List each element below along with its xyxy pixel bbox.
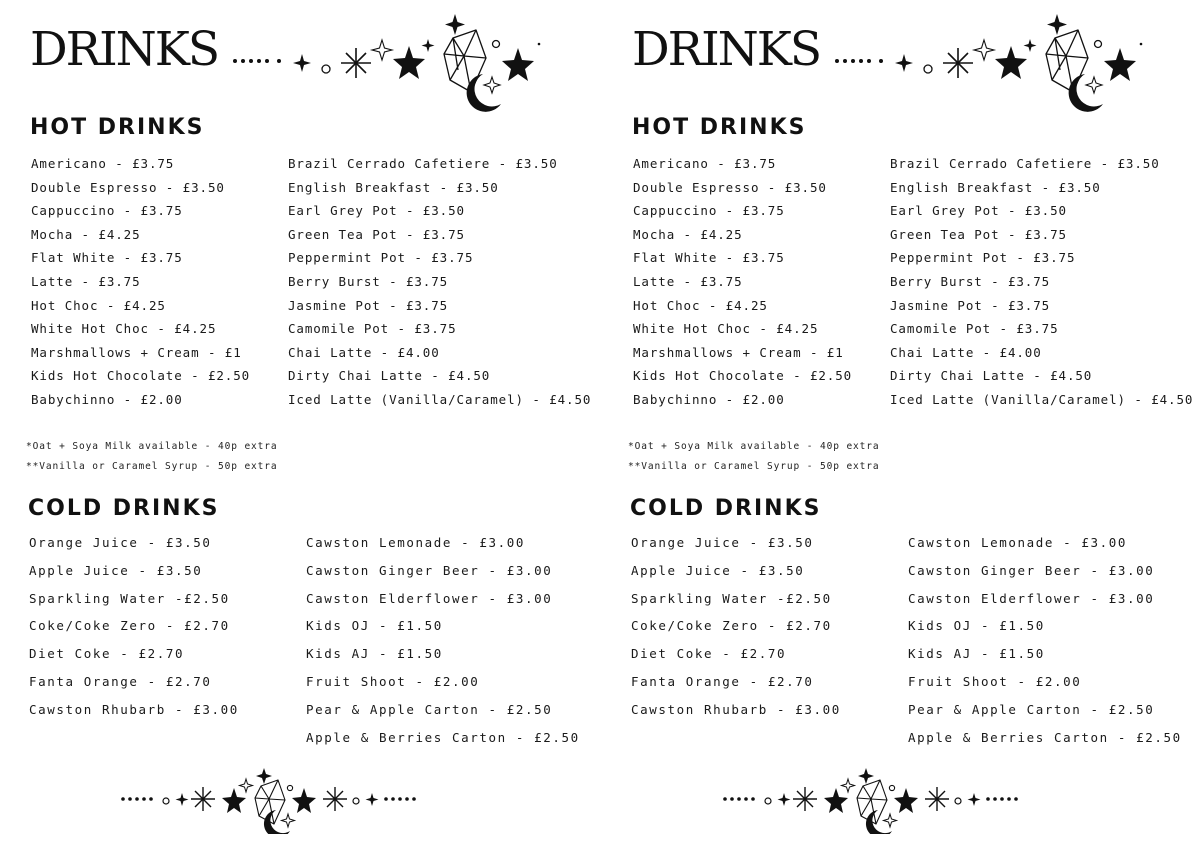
cold-drinks-list-right xyxy=(306,529,580,751)
menu-item: White Hot Choc - £4.25 xyxy=(31,321,217,337)
menu-page-right xyxy=(602,0,1200,848)
menu-item: Jasmine Pot - £3.75 xyxy=(890,297,1051,313)
menu-item: Latte - £3.75 xyxy=(633,273,743,289)
menu-item: Diet Coke - £2.70 xyxy=(29,646,185,662)
menu-item: Camomile Pot - £3.75 xyxy=(890,321,1059,337)
menu-item: Fruit Shoot - £2.00 xyxy=(908,673,1082,689)
footnotes xyxy=(628,437,880,477)
menu-item: Coke/Coke Zero - £2.70 xyxy=(29,618,230,634)
footnote-syrup: **Vanilla or Caramel Syrup - 50p extra xyxy=(26,461,278,472)
menu-item: Double Espresso - £3.50 xyxy=(31,179,225,195)
cold-drinks-list-right xyxy=(908,529,1182,751)
menu-item: Brazil Cerrado Cafetiere - £3.50 xyxy=(890,156,1160,171)
menu-item: Orange Juice - £3.50 xyxy=(631,535,814,550)
menu-item: Cawston Ginger Beer - £3.00 xyxy=(908,562,1155,578)
menu-item: Flat White - £3.75 xyxy=(31,250,183,266)
menu-item: Apple & Berries Carton - £2.50 xyxy=(306,729,580,745)
menu-item: Orange Juice - £3.50 xyxy=(29,535,212,550)
menu-item: Kids AJ - £1.50 xyxy=(908,646,1045,662)
menu-item: Peppermint Pot - £3.75 xyxy=(288,250,474,266)
menu-item: Berry Burst - £3.75 xyxy=(288,273,449,289)
menu-item: Cawston Elderflower - £3.00 xyxy=(306,590,553,606)
menu-item: Cappuccino - £3.75 xyxy=(633,203,785,219)
menu-item: Mocha - £4.25 xyxy=(31,226,141,242)
menu-item: Sparkling Water -£2.50 xyxy=(631,590,832,606)
menu-item: Kids OJ - £1.50 xyxy=(908,618,1045,634)
hot-drinks-list-right xyxy=(288,152,591,412)
menu-item: Apple & Berries Carton - £2.50 xyxy=(908,729,1182,745)
menu-item: Dirty Chai Latte - £4.50 xyxy=(288,368,491,384)
hot-drinks-heading: HOT DRINKS xyxy=(30,115,205,140)
menu-item: Flat White - £3.75 xyxy=(633,250,785,266)
menu-item: Cawston Rhubarb - £3.00 xyxy=(631,701,841,717)
menu-item: Brazil Cerrado Cafetiere - £3.50 xyxy=(288,156,558,171)
menu-item: Diet Coke - £2.70 xyxy=(631,646,787,662)
menu-item: Americano - £3.75 xyxy=(633,156,777,171)
hot-drinks-heading: HOT DRINKS xyxy=(632,115,807,140)
page-title: DRINKS xyxy=(30,22,219,77)
menu-item: Green Tea Pot - £3.75 xyxy=(288,226,465,242)
menu-item: Marshmallows + Cream - £1 xyxy=(31,344,242,360)
menu-item: Sparkling Water -£2.50 xyxy=(29,590,230,606)
menu-item: Cappuccino - £3.75 xyxy=(31,203,183,219)
menu-item: Hot Choc - £4.25 xyxy=(31,297,166,313)
menu-item: Kids Hot Chocolate - £2.50 xyxy=(31,368,251,384)
menu-item: Mocha - £4.25 xyxy=(633,226,743,242)
menu-item: Iced Latte (Vanilla/Caramel) - £4.50 xyxy=(890,391,1194,407)
menu-item: Cawston Lemonade - £3.00 xyxy=(306,535,526,550)
menu-item: Fanta Orange - £2.70 xyxy=(631,673,814,689)
menu-item: Babychinno - £2.00 xyxy=(31,391,183,407)
menu-item: Fruit Shoot - £2.00 xyxy=(306,673,480,689)
cold-drinks-list-left xyxy=(631,529,841,724)
menu-item: Cawston Elderflower - £3.00 xyxy=(908,590,1155,606)
footnote-milk: *Oat + Soya Milk available - 40p extra xyxy=(26,441,278,452)
menu-item: Marshmallows + Cream - £1 xyxy=(633,344,844,360)
hot-drinks-list-right xyxy=(890,152,1193,412)
menu-item: Earl Grey Pot - £3.50 xyxy=(288,203,465,219)
menu-item: Pear & Apple Carton - £2.50 xyxy=(908,701,1155,717)
menu-item: Apple Juice - £3.50 xyxy=(631,562,805,578)
menu-item: Fanta Orange - £2.70 xyxy=(29,673,212,689)
menu-item: Iced Latte (Vanilla/Caramel) - £4.50 xyxy=(288,391,592,407)
menu-item: Kids OJ - £1.50 xyxy=(306,618,443,634)
menu-item: Peppermint Pot - £3.75 xyxy=(890,250,1076,266)
menu-item: Green Tea Pot - £3.75 xyxy=(890,226,1067,242)
menu-item: Americano - £3.75 xyxy=(31,156,175,171)
celestial-crystal-ornament-icon xyxy=(830,8,1150,112)
menu-item: Chai Latte - £4.00 xyxy=(288,344,440,360)
cold-drinks-heading: COLD DRINKS xyxy=(630,496,822,521)
menu-item: Kids AJ - £1.50 xyxy=(306,646,443,662)
cold-drinks-list-left xyxy=(29,529,239,724)
menu-item: Earl Grey Pot - £3.50 xyxy=(890,203,1067,219)
hot-drinks-list-left xyxy=(31,152,250,412)
menu-item: White Hot Choc - £4.25 xyxy=(633,321,819,337)
menu-item: Coke/Coke Zero - £2.70 xyxy=(631,618,832,634)
page-title: DRINKS xyxy=(632,22,821,77)
menu-item: Latte - £3.75 xyxy=(31,273,141,289)
menu-item: Jasmine Pot - £3.75 xyxy=(288,297,449,313)
menu-item: English Breakfast - £3.50 xyxy=(890,179,1101,195)
menu-item: Cawston Ginger Beer - £3.00 xyxy=(306,562,553,578)
menu-item: English Breakfast - £3.50 xyxy=(288,179,499,195)
menu-item: Pear & Apple Carton - £2.50 xyxy=(306,701,553,717)
menu-item: Apple Juice - £3.50 xyxy=(29,562,203,578)
menu-item: Cawston Lemonade - £3.00 xyxy=(908,535,1128,550)
hot-drinks-list-left xyxy=(633,152,852,412)
menu-item: Hot Choc - £4.25 xyxy=(633,297,768,313)
menu-item: Berry Burst - £3.75 xyxy=(890,273,1051,289)
menu-item: Dirty Chai Latte - £4.50 xyxy=(890,368,1093,384)
cold-drinks-heading: COLD DRINKS xyxy=(28,496,220,521)
menu-item: Chai Latte - £4.00 xyxy=(890,344,1042,360)
menu-item: Kids Hot Chocolate - £2.50 xyxy=(633,368,853,384)
footnotes xyxy=(26,437,278,477)
footnote-syrup: **Vanilla or Caramel Syrup - 50p extra xyxy=(628,461,880,472)
footnote-milk: *Oat + Soya Milk available - 40p extra xyxy=(628,441,880,452)
celestial-crystal-ornament-icon xyxy=(228,8,548,112)
celestial-divider-icon xyxy=(118,764,428,834)
menu-item: Double Espresso - £3.50 xyxy=(633,179,827,195)
menu-item: Babychinno - £2.00 xyxy=(633,391,785,407)
menu-item: Camomile Pot - £3.75 xyxy=(288,321,457,337)
menu-item: Cawston Rhubarb - £3.00 xyxy=(29,701,239,717)
celestial-divider-icon xyxy=(720,764,1030,834)
